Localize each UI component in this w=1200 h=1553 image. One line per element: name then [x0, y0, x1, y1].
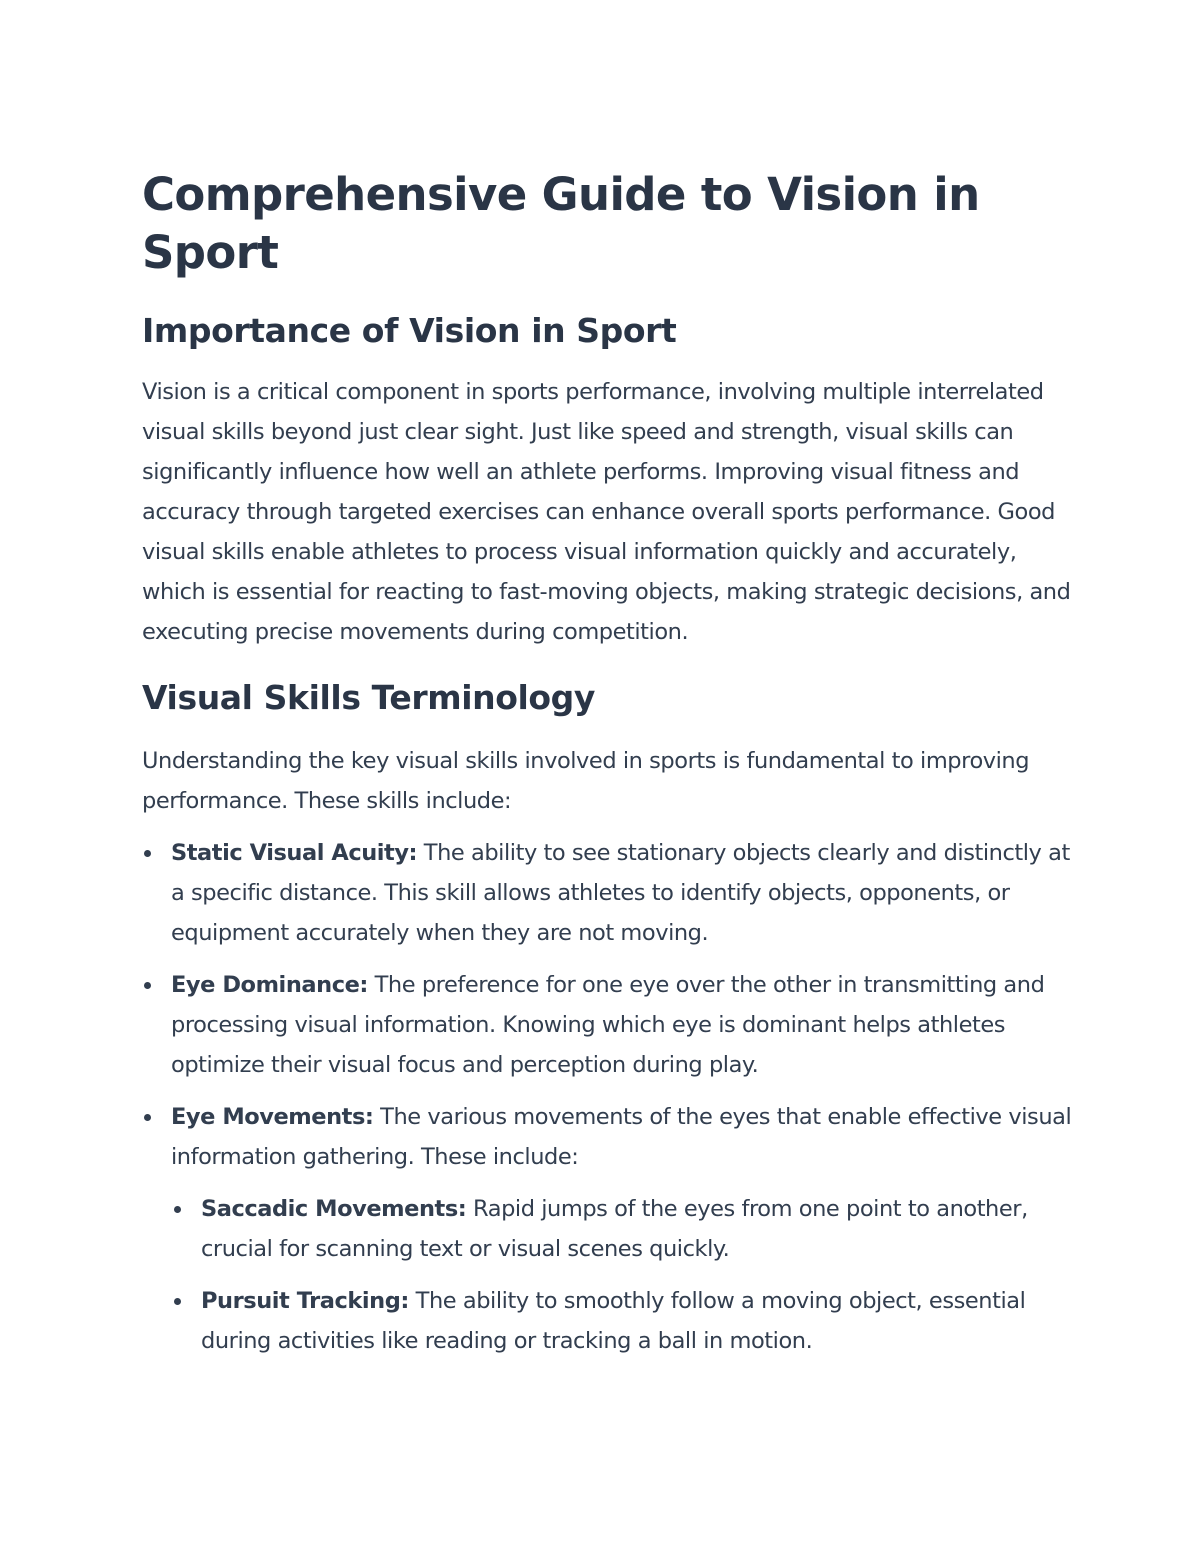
- list-item-eye-dominance: [142, 965, 1072, 1085]
- bullet-icon: [174, 1298, 181, 1305]
- section-paragraph-importance: Vision is a critical component in sports performance, involving multiple interrelated visual skills beyond just clear sight. Just like speed and strength, visual skills can significantly influence how well an athlete performs. Improving visual fitness and accuracy through targeted exercises can enhance overall sports performance. Good visual skills enable athletes to process visual information quickly and accurately, which is essential for reacting to fast-moving objects, making strategic decisions, and executing precise movements during competition.: [142, 379, 1071, 645]
- section-heading-importance: Importance of Vision in Sport: [142, 311, 677, 350]
- term-label: Eye Movements:: [171, 1104, 374, 1130]
- term-label: Saccadic Movements:: [201, 1196, 467, 1222]
- term-description: The ability to see stationary objects clearly and distinctly at a specific distance. This skill allows athletes to identify objects, opponents, or equipment accurately when they are not moving.: [171, 840, 1070, 946]
- section-heading-terminology: Visual Skills Terminology: [142, 678, 596, 717]
- bullet-icon: [144, 982, 151, 989]
- eye-movements-sublist: [171, 1189, 1072, 1361]
- skills-list: [142, 833, 1072, 1361]
- list-item-saccadic-movements: [171, 1189, 1072, 1269]
- list-item-static-visual-acuity: [142, 833, 1072, 953]
- section-paragraph-terminology: Understanding the key visual skills involved in sports is fundamental to improving performance. These skills include:: [142, 748, 1030, 814]
- term-label: Eye Dominance:: [171, 972, 368, 998]
- bullet-icon: [144, 1114, 151, 1121]
- document-title: Comprehensive Guide to Vision in Sport: [142, 168, 980, 279]
- term-description: The various movements of the eyes that enable effective visual information gathering. These include:: [171, 1104, 1072, 1170]
- term-description: The ability to smoothly follow a moving object, essential during activities like reading or tracking a ball in motion.: [201, 1288, 1026, 1354]
- list-item-pursuit-tracking: [171, 1281, 1072, 1361]
- term-label: Static Visual Acuity:: [171, 840, 418, 866]
- document-page: [142, 166, 1072, 1373]
- term-description: The preference for one eye over the other in transmitting and processing visual information. Knowing which eye is dominant helps athletes optimize their visual focus and perception during play.: [171, 972, 1045, 1078]
- bullet-icon: [144, 850, 151, 857]
- bullet-icon: [174, 1206, 181, 1213]
- term-label: Pursuit Tracking:: [201, 1288, 409, 1314]
- list-item-eye-movements: [142, 1097, 1072, 1361]
- term-description: Rapid jumps of the eyes from one point to another, crucial for scanning text or visual scenes quickly.: [201, 1196, 1028, 1262]
